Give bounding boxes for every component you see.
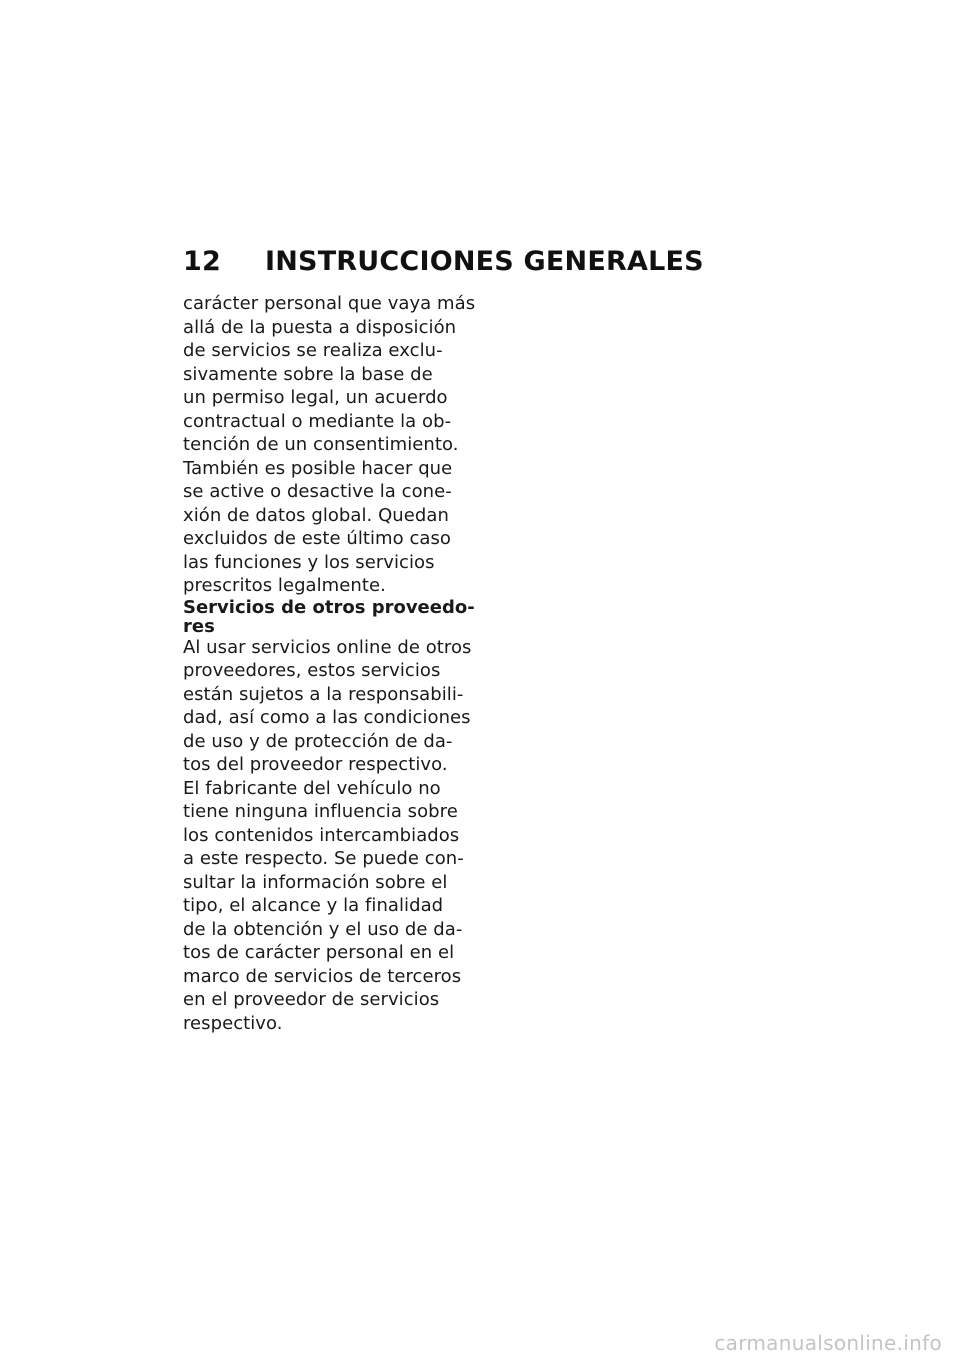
text-line: El fabricante del vehículo no	[183, 777, 441, 799]
text-line: xión de datos global. Quedan	[183, 504, 449, 526]
text-line: allá de la puesta a disposición	[183, 316, 457, 338]
text-line: a este respecto. Se puede con-	[183, 848, 464, 869]
text-line: respectivo.	[183, 1012, 283, 1034]
text-line: los contenidos intercambiados	[183, 824, 460, 846]
text-line: tos de carácter personal en el	[183, 942, 455, 963]
chapter-number: 12	[183, 245, 221, 277]
text-line: tención de un consentimiento.	[183, 434, 459, 455]
text-line: excluidos de este último caso	[183, 528, 451, 549]
text-line: contractual o mediante la ob-	[183, 410, 452, 432]
chapter-title: INSTRUCCIONES GENERALES	[265, 245, 704, 277]
text-line: las funciones y los servicios	[183, 551, 435, 573]
paragraph-third-party-services	[183, 636, 472, 1036]
section-heading-line: res	[183, 615, 215, 637]
text-line: tos del proveedor respectivo.	[183, 754, 448, 775]
paragraph-data-processing	[183, 292, 476, 598]
text-line: en el proveedor de servicios	[183, 989, 440, 1010]
text-line: proveedores, estos servicios	[183, 660, 441, 681]
text-line: prescritos legalmente.	[183, 575, 386, 596]
body-column	[183, 292, 476, 1035]
text-line: se active o desactive la cone-	[183, 481, 452, 502]
text-line: de la obtención y el uso de da-	[183, 918, 463, 940]
section-heading-line: Servicios de otros proveedo-	[183, 596, 475, 618]
page-header	[183, 244, 743, 278]
text-line: carácter personal que vaya más	[183, 293, 476, 314]
text-line: tiene ninguna influencia sobre	[183, 801, 458, 822]
text-line: sultar la información sobre el	[183, 871, 448, 893]
text-line: dad, así como a las condiciones	[183, 707, 471, 728]
watermark: carmanualsonline.info	[714, 1331, 942, 1355]
text-line: están sujetos a la responsabili-	[183, 683, 464, 705]
text-line: tipo, el alcance y la finalidad	[183, 895, 444, 916]
text-line: sivamente sobre la base de	[183, 363, 433, 385]
text-line: de uso y de protección de da-	[183, 730, 453, 752]
section-heading	[183, 596, 475, 637]
text-line: de servicios se realiza exclu-	[183, 340, 443, 361]
text-line: marco de servicios de terceros	[183, 965, 462, 987]
text-line: un permiso legal, un acuerdo	[183, 387, 448, 408]
text-line: También es posible hacer que	[183, 457, 453, 479]
text-line: Al usar servicios online de otros	[183, 636, 472, 658]
